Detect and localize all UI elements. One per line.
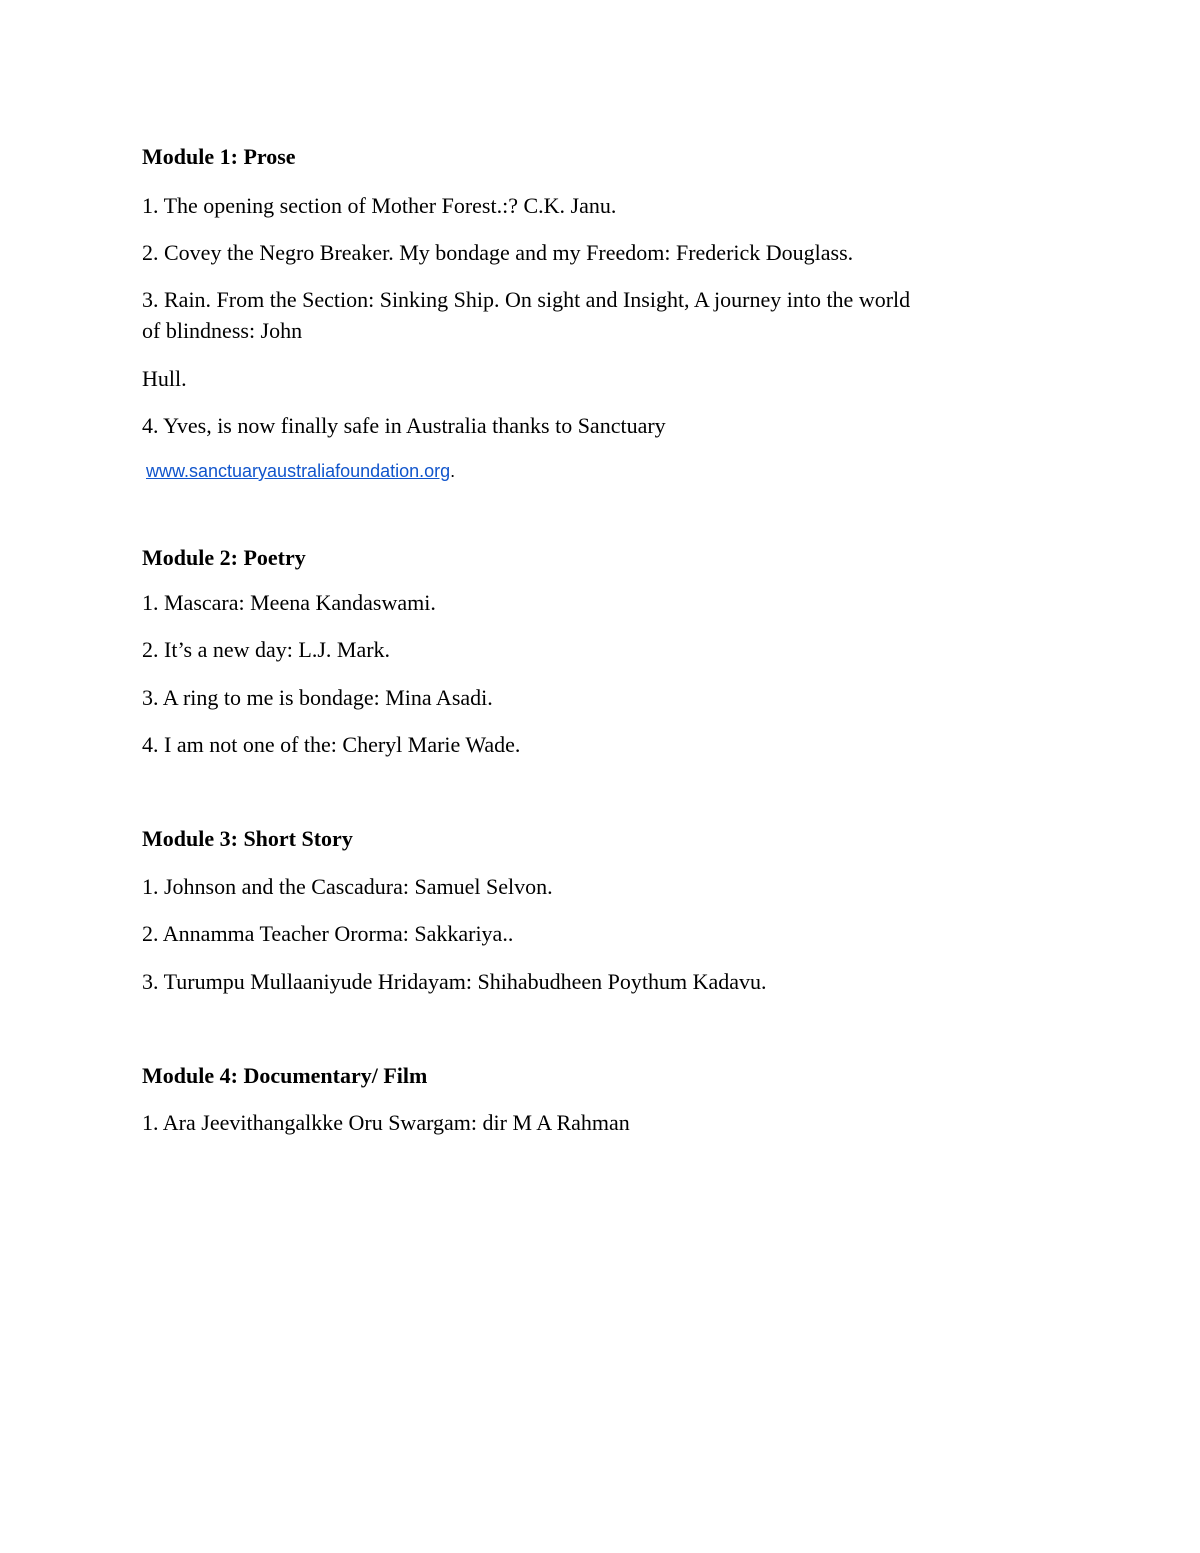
module-1-heading: Module 1: Prose [142, 144, 296, 169]
link-suffix: . [450, 461, 456, 481]
module-4-item-1: 1. Ara Jeevithangalkke Oru Swargam: dir M A Rahman [142, 1110, 630, 1135]
module-2-item-2: 2. It’s a new day: L.J. Mark. [142, 637, 391, 662]
module-1-item-3-line-3: Hull. [142, 366, 187, 391]
module-2-heading: Module 2: Poetry [142, 545, 306, 570]
module-1-item-4: 4. Yves, is now finally safe in Australia thanks to Sanctuary [142, 413, 666, 438]
module-3-item-1: 1. Johnson and the Cascadura: Samuel Selvon. [142, 874, 553, 899]
module-2-item-4: 4. I am not one of the: Cheryl Marie Wade. [142, 732, 521, 757]
module-1-item-1: 1. The opening section of Mother Forest.:? C.K. Janu. [142, 193, 617, 218]
module-2-item-1: 1. Mascara: Meena Kandaswami. [142, 590, 436, 615]
module-4-heading: Module 4: Documentary/ Film [142, 1063, 428, 1088]
module-3-heading: Module 3: Short Story [142, 826, 353, 851]
sanctuary-foundation-link[interactable]: www.sanctuaryaustraliafoundation.org [146, 461, 451, 481]
module-1-item-3-line-1: 3. Rain. From the Section: Sinking Ship. On sight and Insight, A journey into the world [142, 287, 911, 312]
module-1-item-2: 2. Covey the Negro Breaker. My bondage and my Freedom: Frederick Douglass. [142, 240, 854, 265]
module-3-item-2: 2. Annamma Teacher Ororma: Sakkariya.. [142, 921, 514, 946]
module-1-item-3-line-2: of blindness: John [142, 318, 303, 343]
module-3-item-3: 3. Turumpu Mullaaniyude Hridayam: Shihabudheen Poythum Kadavu. [142, 969, 767, 994]
module-2-item-3: 3. A ring to me is bondage: Mina Asadi. [142, 685, 493, 710]
sanctuary-link-line [146, 460, 455, 482]
